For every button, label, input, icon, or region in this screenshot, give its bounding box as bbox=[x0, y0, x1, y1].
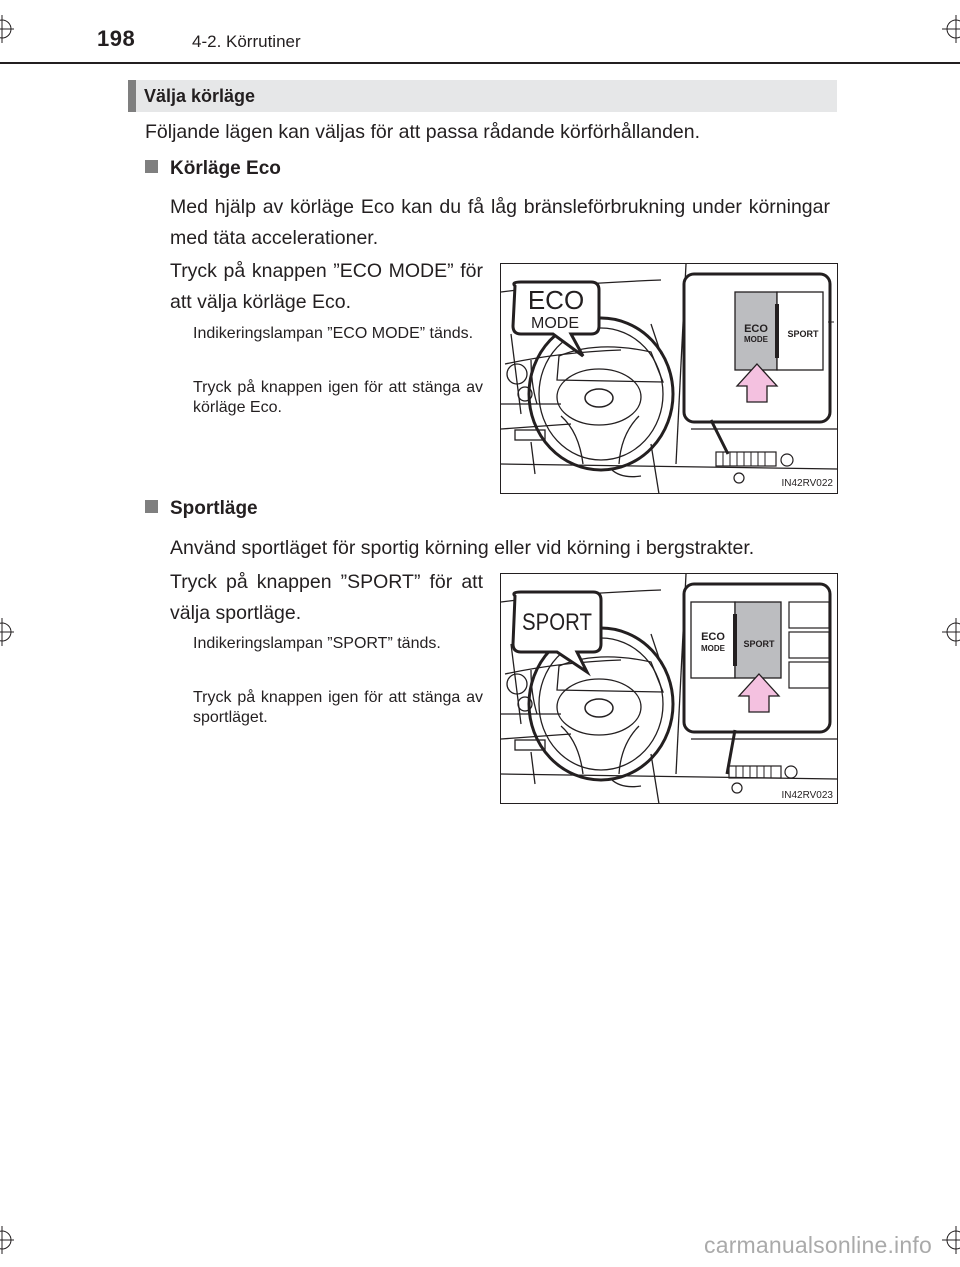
registration-mark-icon bbox=[936, 618, 960, 646]
header-rule bbox=[0, 62, 960, 64]
eco-button-label: ECO bbox=[744, 323, 768, 335]
sport-heading bbox=[145, 498, 258, 520]
bullet-square-icon bbox=[145, 160, 158, 173]
sport-note-indicator: Indikeringslampan ”SPORT” tänds. bbox=[193, 635, 441, 652]
eco-description: Med hjälp av körläge Eco kan du få låg bränsleförbrukning under körningar med täta accelerationer. bbox=[170, 196, 830, 249]
sport-instruction: Tryck på knappen ”SPORT” för att välja sportläge. bbox=[170, 571, 483, 624]
section-reference: 4-2. Körrutiner bbox=[192, 32, 301, 51]
eco-note-indicator: Indikeringslampan ”ECO MODE” tänds. bbox=[193, 325, 474, 342]
eco-callout-label-2: MODE bbox=[531, 315, 579, 332]
eco-mode-figure bbox=[500, 263, 838, 494]
registration-mark-icon bbox=[0, 15, 20, 43]
eco-note-off: Tryck på knappen igen för att stänga av körläge Eco. bbox=[193, 379, 483, 416]
page-number: 198 bbox=[97, 26, 136, 51]
registration-mark-icon bbox=[936, 1226, 960, 1254]
figure-code: IN42RV023 bbox=[781, 790, 833, 801]
section-accent bbox=[128, 80, 136, 112]
eco-callout-label: ECO bbox=[527, 285, 585, 315]
registration-mark-icon bbox=[0, 1226, 20, 1254]
figure-code: IN42RV022 bbox=[781, 478, 833, 489]
registration-mark-icon bbox=[936, 15, 960, 43]
section-title: Välja körläge bbox=[144, 86, 256, 106]
sport-description: Använd sportläget för sportig körning eller vid körning i bergstrakter. bbox=[170, 537, 755, 559]
sport-button-label: SPORT bbox=[743, 639, 775, 649]
eco-heading-text: Körläge Eco bbox=[170, 158, 281, 179]
sport-heading-text: Sportläge bbox=[170, 498, 258, 519]
eco-button-label: ECO bbox=[701, 631, 725, 643]
sport-callout-label: SPORT bbox=[522, 608, 592, 636]
eco-instruction: Tryck på knappen ”ECO MODE” för att välja körläge Eco. bbox=[170, 260, 483, 313]
sport-mode-figure bbox=[500, 573, 838, 804]
sport-button-label: SPORT bbox=[787, 329, 819, 339]
watermark: carmanualsonline.info bbox=[704, 1232, 932, 1258]
section-title-bar bbox=[128, 80, 837, 112]
sport-note-off: Tryck på knappen igen för att stänga av sportläget. bbox=[193, 689, 483, 726]
registration-mark-icon bbox=[0, 618, 20, 646]
section-intro: Följande lägen kan väljas för att passa rådande körförhållanden. bbox=[145, 121, 701, 143]
eco-heading bbox=[145, 158, 281, 180]
eco-button-label-2: MODE bbox=[744, 335, 768, 344]
bullet-square-icon bbox=[145, 500, 158, 513]
eco-button-label-2: MODE bbox=[701, 644, 725, 653]
